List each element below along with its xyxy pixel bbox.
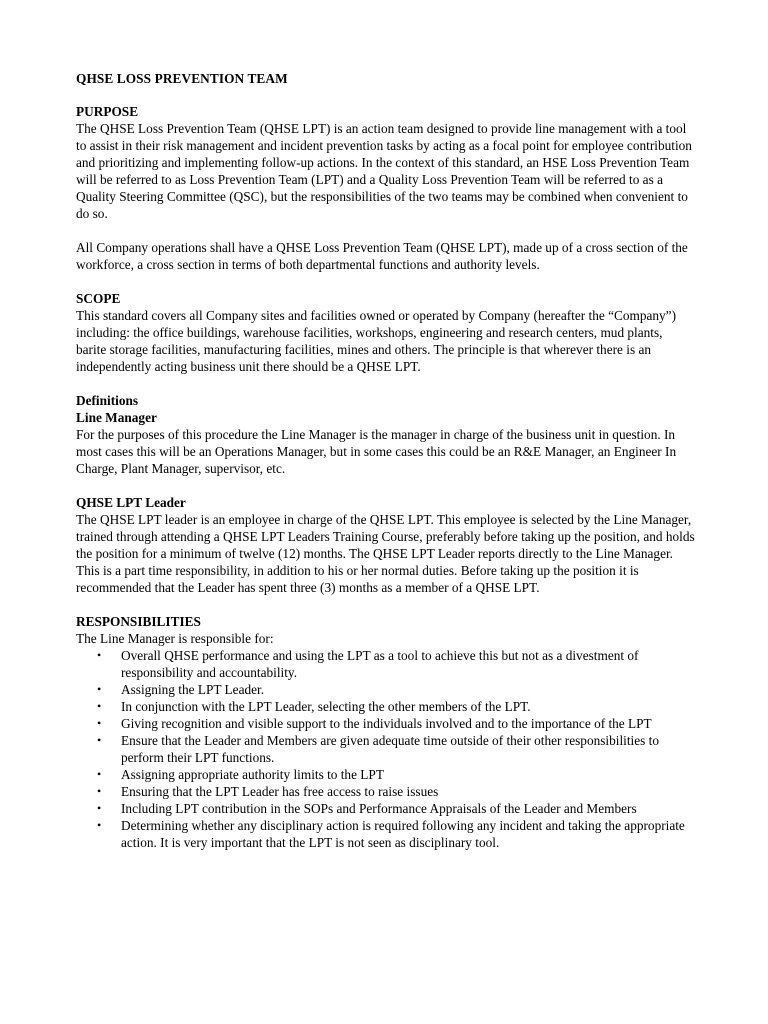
bullet-icon: • xyxy=(97,784,102,798)
purpose-paragraph-2: All Company operations shall have a QHSE Loss Prevention Team (QHSE LPT), made up of a cross section of the workforce, a cross section in terms of both departmental functions and authority levels. xyxy=(76,240,688,272)
bullet-icon: • xyxy=(97,818,102,832)
list-item-text: Ensure that the Leader and Members are given adequate time outside of their other responsibilities to perform their LPT functions. xyxy=(121,733,659,765)
scope-heading: SCOPE xyxy=(76,291,121,306)
paragraph-gap xyxy=(76,222,696,239)
bullet-icon: • xyxy=(97,716,102,730)
responsibilities-intro: The Line Manager is responsible for: xyxy=(76,631,274,646)
list-item xyxy=(76,800,696,817)
list-item xyxy=(76,647,696,681)
section-gap xyxy=(76,375,696,392)
section-gap xyxy=(76,596,696,613)
list-item xyxy=(76,732,696,766)
list-item xyxy=(76,817,696,851)
section-gap xyxy=(76,477,696,494)
list-item-text: Assigning the LPT Leader. xyxy=(121,682,265,697)
bullet-icon: • xyxy=(97,767,102,781)
list-item-text: Determining whether any disciplinary action is required following any incident and taking the appropriate action. It is very important that the LPT is not seen as disciplinary tool. xyxy=(121,818,685,850)
list-item-text: Overall QHSE performance and using the LPT as a tool to achieve this but not as a divestment of responsibility and accountability. xyxy=(121,648,639,680)
line-manager-heading: Line Manager xyxy=(76,410,157,425)
lpt-leader-definition: The QHSE LPT leader is an employee in charge of the QHSE LPT. This employee is selected by the Line Manager, trained through attending a QHSE LPT Leaders Training Course, preferably before taking up the position, and holds the position for a minimum of twelve (12) months. The QHSE LPT Leader reports directly to the Line Manager. This is a part time responsibility, in addition to his or her normal duties. Before taking up the position it is recommended that the Leader has spent three (3) months as a member of a QHSE LPT. xyxy=(76,512,695,595)
scope-paragraph: This standard covers all Company sites and facilities owned or operated by Company (hereafter the “Company”) including: the office buildings, warehouse facilities, workshops, engineering and research centers, mud plants, barite storage facilities, manufacturing facilities, mines and others. The principle is that wherever there is an independently acting business unit there should be a QHSE LPT. xyxy=(76,308,677,374)
purpose-heading: PURPOSE xyxy=(76,104,139,119)
bullet-icon: • xyxy=(97,699,102,713)
bullet-icon: • xyxy=(97,801,102,815)
document-page xyxy=(76,70,696,851)
responsibilities-heading: RESPONSIBILITIES xyxy=(76,614,201,629)
list-item xyxy=(76,783,696,800)
list-item xyxy=(76,715,696,732)
purpose-paragraph-1: The QHSE Loss Prevention Team (QHSE LPT) is an action team designed to provide line management with a tool to assist in their risk management and incident prevention tasks by acting as a focal point for employee contribution and prioritizing and implementing follow-up actions. In the context of this standard, an HSE Loss Prevention Team will be referred to as Loss Prevention Team (LPT) and a Quality Loss Prevention Team will be referred to as a Quality Steering Committee (QSC), but the responsibilities of the two teams may be combined when convenient to do so. xyxy=(76,121,692,221)
document-title: QHSE LOSS PREVENTION TEAM xyxy=(76,71,288,86)
section-gap xyxy=(76,273,696,290)
line-manager-definition: For the purposes of this procedure the Line Manager is the manager in charge of the business unit in question. In most cases this will be an Operations Manager, but in some cases this could be an R&E Manager, an Engineer In Charge, Plant Manager, supervisor, etc. xyxy=(76,427,677,476)
list-item-text: Giving recognition and visible support to the individuals involved and to the importance of the LPT xyxy=(121,716,652,731)
list-item-text: Assigning appropriate authority limits to the LPT xyxy=(121,767,384,782)
bullet-icon: • xyxy=(97,733,102,747)
list-item xyxy=(76,681,696,698)
definitions-heading: Definitions xyxy=(76,393,139,408)
lpt-leader-heading: QHSE LPT Leader xyxy=(76,495,186,510)
bullet-icon: • xyxy=(97,648,102,662)
list-item-text: Including LPT contribution in the SOPs and Performance Appraisals of the Leader and Members xyxy=(121,801,637,816)
list-item xyxy=(76,766,696,783)
responsibilities-list xyxy=(76,647,696,851)
list-item xyxy=(76,698,696,715)
bullet-icon: • xyxy=(97,682,102,696)
list-item-text: In conjunction with the LPT Leader, selecting the other members of the LPT. xyxy=(121,699,531,714)
list-item-text: Ensuring that the LPT Leader has free access to raise issues xyxy=(121,784,439,799)
